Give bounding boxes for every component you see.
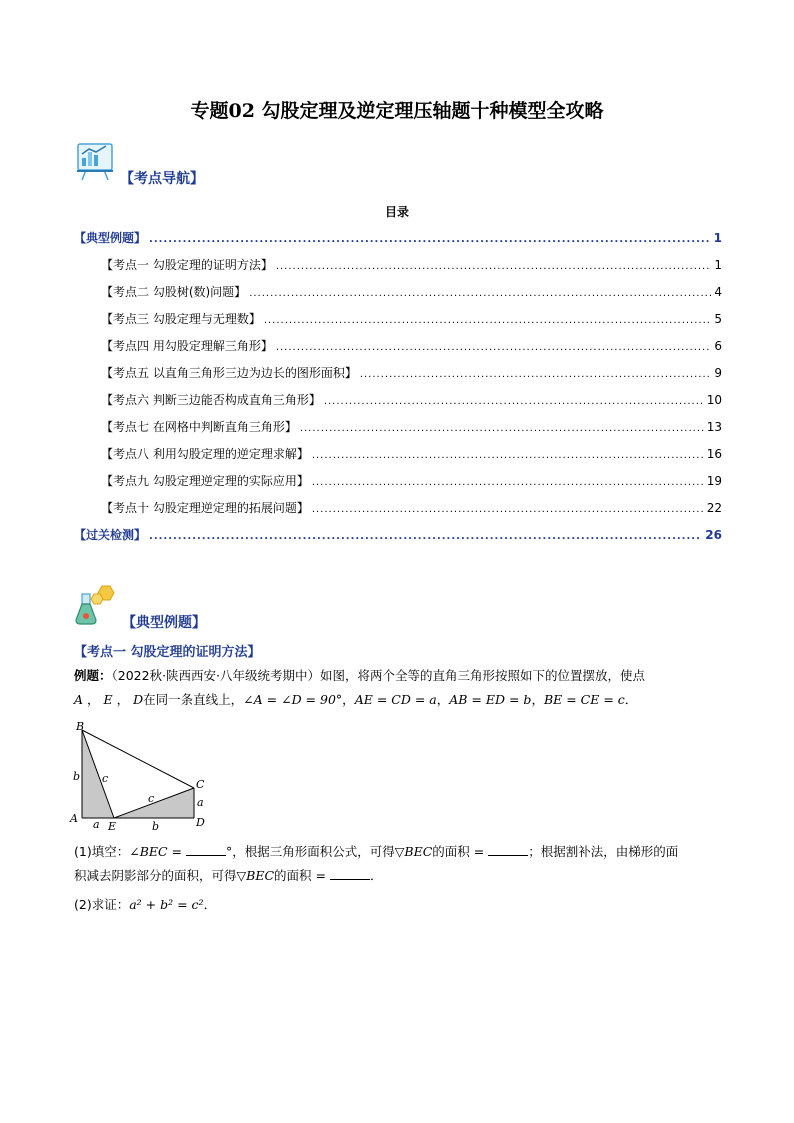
- toc-title: 目录: [384, 205, 409, 219]
- toc-row-label: 【考点六 判断三边能否构成直角三角形】: [101, 393, 321, 407]
- q1-text-2: °，根据三角形面积公式，可得: [226, 844, 395, 859]
- question-1-line-1: [74, 840, 734, 864]
- toc-row-page: 19: [706, 474, 722, 488]
- point-a-text: A: [74, 692, 84, 707]
- q1-blank-area-2[interactable]: [330, 867, 370, 880]
- toc-leader-dots: [360, 369, 712, 380]
- page-title: 专题02 勾股定理及逆定理压轴题十种模型全攻略: [190, 100, 604, 122]
- label-a: A: [70, 812, 78, 825]
- label-c: C: [196, 778, 205, 791]
- geometry-figure: [66, 722, 216, 834]
- label-b: B: [76, 722, 85, 733]
- period: ．: [624, 692, 638, 707]
- toc-leader-dots: [264, 315, 712, 326]
- q1-blank-angle[interactable]: [186, 843, 226, 856]
- toc-row-page: 10: [706, 393, 722, 407]
- condition-angles: ∠A = ∠D = 90°: [243, 692, 343, 707]
- toc-row-kd5[interactable]: [101, 364, 722, 381]
- toc-row-label: 【典型例题】: [74, 231, 147, 245]
- toc-row-label: 【考点四 用勾股定理解三角形】: [101, 339, 273, 353]
- toc-row-label: 【考点三 勾股定理与无理数】: [101, 312, 261, 326]
- toc-row-page: 4: [714, 285, 722, 299]
- toc-leader-dots: [149, 531, 702, 542]
- example-paragraph: [74, 664, 724, 712]
- example-text-1: （2022秋·陕西西安·八年级统考期中）如图，将两个全等的直角三角形按照如下的位置摆放，使点: [111, 668, 646, 683]
- toc-row-page: 5: [714, 312, 722, 326]
- period: ．: [203, 897, 217, 912]
- toc-leader-dots: [324, 396, 704, 407]
- toc-row-label: 【考点一 勾股定理的证明方法】: [101, 258, 273, 272]
- example-line-1: [74, 664, 724, 688]
- toc-leader-dots: [300, 423, 704, 434]
- q1-text-4: ；根据割补法，由梯形的面: [528, 844, 679, 859]
- kd1-heading: 【考点一 勾股定理的证明方法】: [74, 645, 261, 660]
- point-d-text: D: [133, 692, 144, 707]
- comma: ，: [436, 692, 450, 707]
- label-d: D: [196, 816, 205, 829]
- example-lead: 例题：: [74, 668, 112, 683]
- presentation-board-icon: [74, 140, 116, 186]
- toc-row-kd4[interactable]: [101, 337, 722, 354]
- toc-leader-dots: [276, 342, 712, 353]
- label-side-a-bottom: a: [93, 818, 100, 831]
- example-section-header: [74, 582, 206, 630]
- toc-row-examples[interactable]: [74, 229, 722, 246]
- toc-leader-dots: [276, 261, 712, 272]
- point-e-text: E: [103, 692, 113, 707]
- toc-row-kd7[interactable]: [101, 418, 722, 435]
- toc-row-checks[interactable]: [74, 526, 722, 543]
- toc-row-page: 1: [714, 258, 722, 272]
- comma: ，: [342, 692, 355, 707]
- toc-leader-dots: [149, 234, 711, 245]
- chemistry-flask-icon: [74, 582, 118, 630]
- example-text-2: 在同一条直线上，: [143, 692, 244, 707]
- toc-row-page: 13: [706, 420, 722, 434]
- toc-row-label: 【考点九 勾股定理逆定理的实际应用】: [101, 474, 309, 488]
- label-side-b-bottom: b: [152, 820, 160, 833]
- toc-row-page: 6: [714, 339, 722, 353]
- label-side-c-upper: c: [102, 772, 109, 785]
- label-side-a-right: a: [197, 796, 204, 809]
- toc-leader-dots: [312, 504, 704, 515]
- q1-text-3: 的面积 =: [432, 844, 485, 859]
- comma: ，: [116, 692, 130, 707]
- toc-row-page: 1: [713, 231, 722, 245]
- q1-text-5: 积减去阴影部分的面积，可得: [74, 868, 237, 883]
- toc-row-label: 【过关检测】: [74, 528, 147, 542]
- label-e: E: [108, 820, 117, 833]
- condition-b: AB = ED = b: [449, 692, 532, 707]
- q2-prefix: (2)求证：: [74, 897, 130, 912]
- comma: ，: [87, 692, 100, 707]
- label-side-c-lower: c: [148, 792, 155, 805]
- example-line-2: [74, 688, 724, 712]
- toc-row-kd6[interactable]: [101, 391, 722, 408]
- q1-text-6: 的面积 =: [274, 868, 326, 883]
- question-1-line-2: [74, 864, 734, 888]
- q2-equation: a² + b² = c²: [129, 897, 204, 912]
- q1-blank-area-1[interactable]: [488, 843, 528, 856]
- nav-heading: 【考点导航】: [120, 171, 204, 187]
- toc-row-kd2[interactable]: [101, 283, 722, 300]
- toc-row-label: 【考点八 利用勾股定理的逆定理求解】: [101, 447, 309, 461]
- toc-row-label: 【考点二 勾股树(数)问题】: [101, 285, 247, 299]
- toc-leader-dots: [312, 450, 704, 461]
- q1-triangle-bec-2: ▽BEC: [236, 868, 275, 883]
- toc-row-label: 【考点七 在网格中判断直角三角形】: [101, 420, 297, 434]
- toc-row-kd8[interactable]: [101, 445, 722, 462]
- question-1: [74, 840, 734, 888]
- toc-row-kd10[interactable]: [101, 499, 722, 516]
- condition-c: BE = CE = c: [543, 692, 625, 707]
- label-side-b-left: b: [73, 770, 81, 783]
- toc-leader-dots: [312, 477, 704, 488]
- toc-row-kd3[interactable]: [101, 310, 722, 327]
- toc-row-kd9[interactable]: [101, 472, 722, 489]
- period: ．: [369, 868, 383, 883]
- toc-row-page: 22: [706, 501, 722, 515]
- toc-row-page: 16: [706, 447, 722, 461]
- q1-angle-expr: ∠BEC =: [129, 844, 183, 859]
- toc-row-label: 【考点五 以直角三角形三边为边长的图形面积】: [101, 366, 357, 380]
- toc-row-label: 【考点十 勾股定理逆定理的拓展问题】: [101, 501, 309, 515]
- question-2: [74, 893, 734, 917]
- condition-a: AE = CD = a: [354, 692, 437, 707]
- nav-section-header: [74, 140, 204, 186]
- toc-row-page: 26: [705, 528, 722, 542]
- example-heading: 【典型例题】: [122, 615, 206, 631]
- q1-triangle-bec-1: ▽BEC: [394, 844, 433, 859]
- toc-leader-dots: [249, 288, 711, 299]
- toc-row-kd1[interactable]: [101, 256, 722, 273]
- comma: ，: [531, 692, 544, 707]
- toc-row-page: 9: [714, 366, 722, 380]
- q1-prefix: (1)填空：: [74, 844, 130, 859]
